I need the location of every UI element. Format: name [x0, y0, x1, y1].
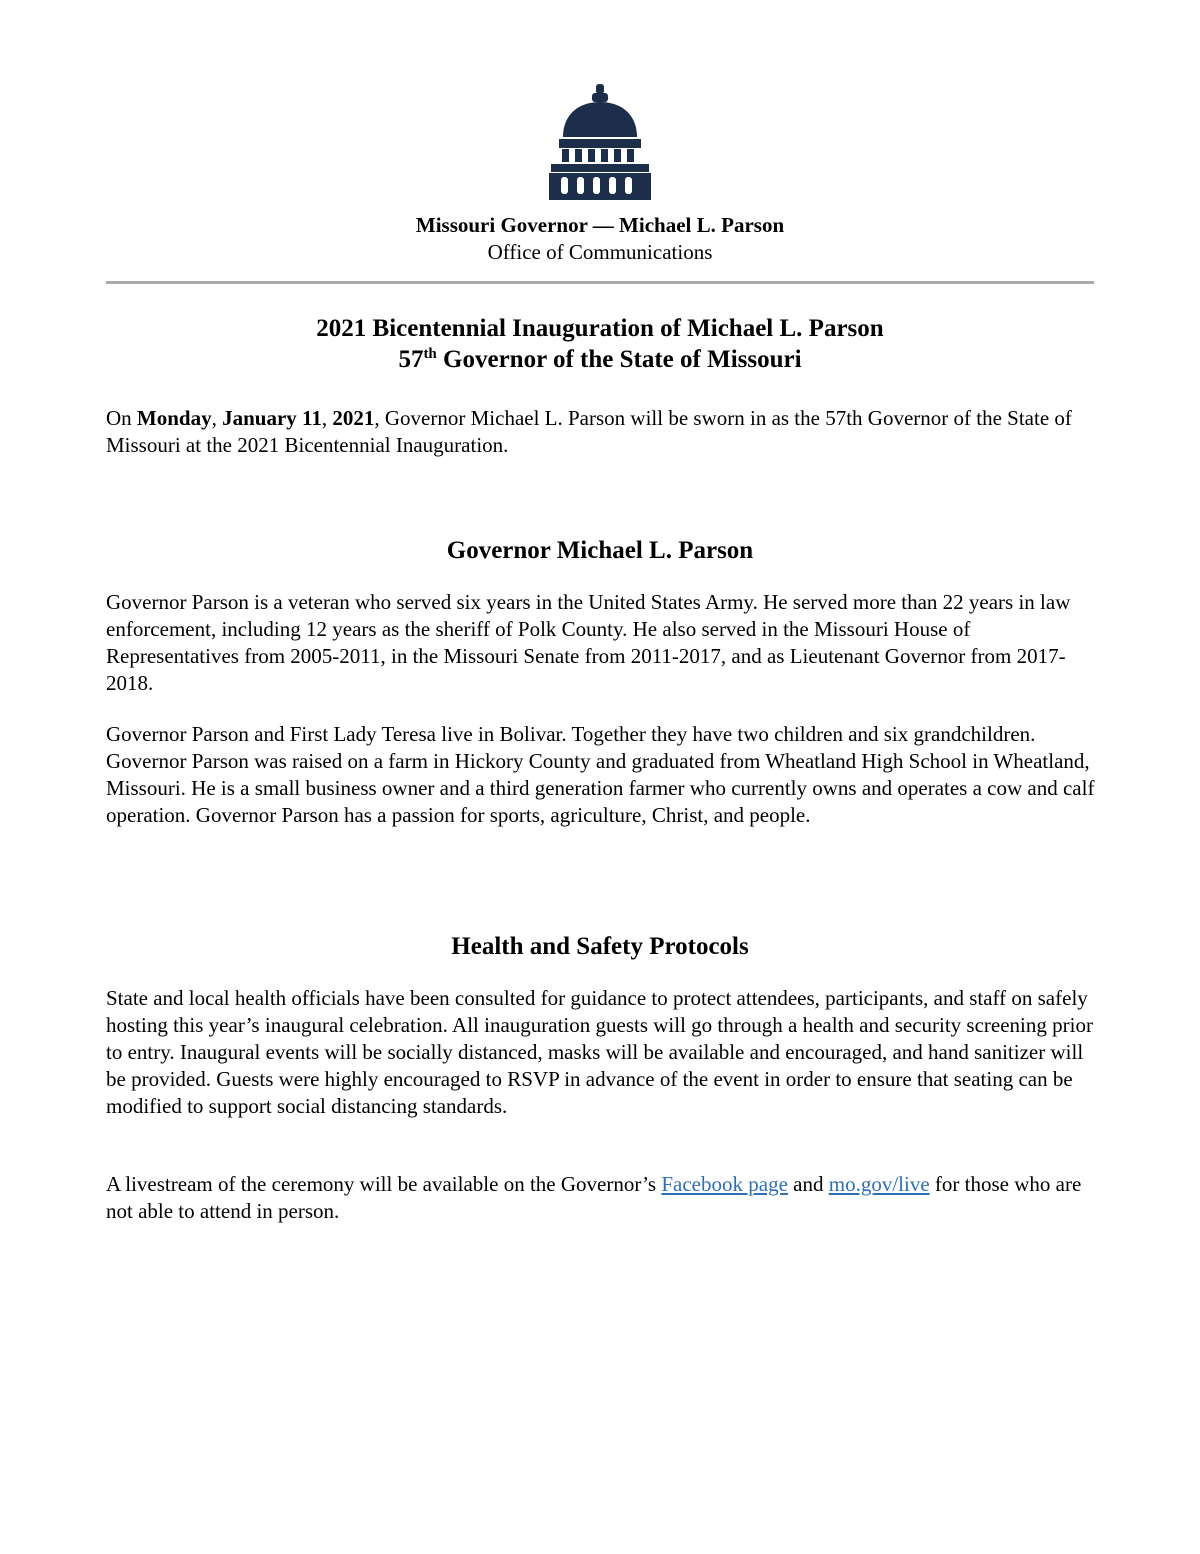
mo-gov-live-link[interactable]: mo.gov/live: [828, 1172, 930, 1196]
intro-year: 2021: [332, 406, 375, 430]
governor-bio-paragraph: Governor Parson is a veteran who served six years in the United States Army. He served more than 22 years in law enforcement, including 12 years as the sheriff of Polk County. He also served in the Missouri House of Representatives from 2005-2011, in the Missouri Senate from 2011-2017, and as Lieutenant Governor from 2017-2018.: [106, 590, 1071, 695]
livestream-paragraph: [106, 1171, 1096, 1225]
intro-date: January 11: [222, 406, 322, 430]
header-divider: [106, 281, 1094, 284]
document-title-line1: 2021 Bicentennial Inauguration of Michael L. Parson: [316, 315, 884, 342]
intro-text: , Governor Michael L. Parson will be sworn in as the 57th Governor of the State of Missouri at the 2021 Bicentennial Inauguration.: [106, 406, 1072, 457]
governor-family-paragraph: Governor Parson and First Lady Teresa live in Bolivar. Together they have two children and six grandchildren. Governor Parson was raised on a farm in Hickory County and graduated from Wheatland High School in Wheatland, Missouri. He is a small business owner and a third generation farmer who currently owns and operates a cow and calf operation. Governor Parson has a passion for sports, agriculture, Christ, and people.: [106, 722, 1095, 827]
intro-text: ,: [321, 406, 333, 430]
intro-text: ,: [211, 406, 223, 430]
intro-paragraph: [106, 405, 1096, 459]
intro-text: On: [106, 406, 137, 430]
governor-section-heading: Governor Michael L. Parson: [446, 537, 754, 564]
intro-day: Monday: [136, 406, 212, 430]
title-ordinal-suffix: th: [423, 346, 437, 362]
livestream-text: A livestream of the ceremony will be available on the Governor’s: [106, 1172, 662, 1196]
title-ordinal-number: 57: [398, 346, 424, 373]
facebook-page-link[interactable]: Facebook page: [661, 1172, 788, 1196]
health-protocols-paragraph: State and local health officials have been consulted for guidance to protect attendees, participants, and staff on safely hosting this year’s inaugural celebration. All inauguration guests will go through a health and security screening prior to entry. Inaugural events will be socially distanced, masks will be available and encouraged, and hand sanitizer will be provided. Guests were highly encouraged to RSVP in advance of the event in order to ensure that seating can be modified to support social distancing standards.: [106, 986, 1093, 1118]
capitol-dome-icon: [545, 82, 655, 202]
health-section-heading: Health and Safety Protocols: [451, 933, 749, 960]
title-line2-text: Governor of the State of Missouri: [436, 346, 802, 373]
livestream-text: and: [787, 1172, 829, 1196]
org-name: Missouri Governor — Michael L. Parson: [415, 213, 785, 237]
document-title-line2: [0, 344, 1200, 375]
livestream-text: for those who are not able to attend in person.: [106, 1172, 1082, 1223]
org-subtitle: Office of Communications: [487, 240, 713, 264]
